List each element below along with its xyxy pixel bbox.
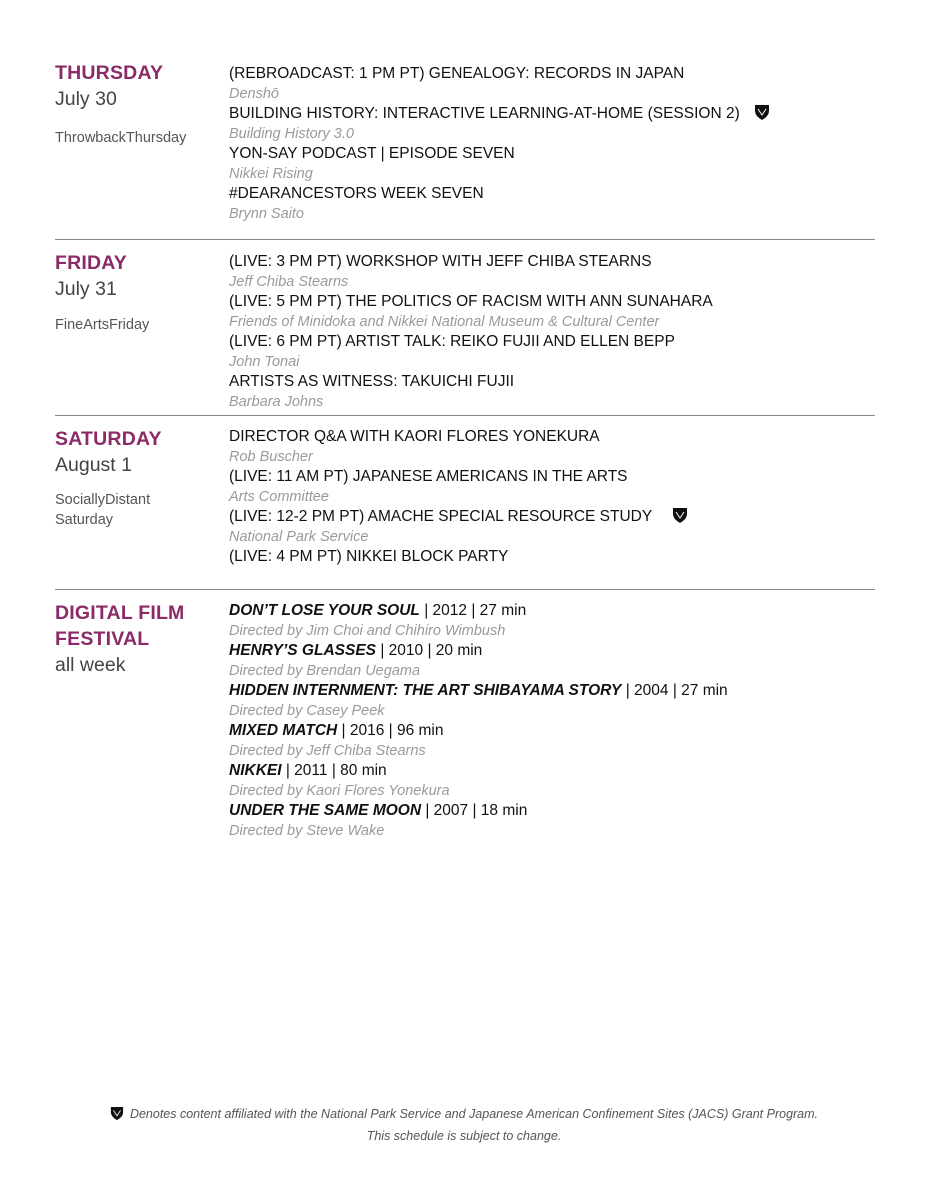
film-title: MIXED MATCH [229, 722, 338, 739]
film-festival-title-line1: DIGITAL FILM [55, 602, 185, 624]
film-list [229, 601, 889, 841]
footer-note [0, 1104, 928, 1128]
event-host: Barbara Johns [229, 394, 324, 410]
film-meta: | 2010 | 20 min [376, 642, 483, 659]
events-saturday [229, 427, 889, 567]
event-host: Jeff Chiba Stearns [229, 274, 349, 290]
event-host: National Park Service [229, 529, 369, 545]
events-friday [229, 252, 889, 412]
day-tag-saturday-line2: Saturday [55, 512, 114, 528]
film-festival-subtitle: all week [55, 654, 126, 676]
film-meta: | 2016 | 96 min [337, 722, 444, 739]
film-meta: | 2007 | 18 min [421, 802, 528, 819]
event-host: Nikkei Rising [229, 166, 313, 182]
film-row [229, 601, 889, 621]
nps-arrowhead-icon [672, 507, 688, 530]
film-title: HENRY’S GLASSES [229, 642, 377, 659]
event-title: (LIVE: 12-2 PM PT) AMACHE SPECIAL RESOURCE STUDY [229, 508, 653, 525]
film-festival-title-line2: FESTIVAL [55, 628, 150, 650]
event-title: (LIVE: 6 PM PT) ARTIST TALK: REIKO FUJII AND ELLEN BEPP [229, 333, 675, 350]
event-title: (LIVE: 3 PM PT) WORKSHOP WITH JEFF CHIBA STEARNS [229, 253, 652, 270]
nps-arrowhead-icon [110, 1106, 124, 1128]
day-date-thursday: July 30 [55, 88, 117, 110]
film-meta: | 2012 | 27 min [419, 602, 527, 619]
film-director: Directed by Kaori Flores Yonekura [229, 783, 450, 799]
footer-line1: Denotes content affiliated with the National Park Service and Japanese American Confinement Sites (JACS) Grant Program. [129, 1107, 819, 1121]
film-director: Directed by Casey Peek [229, 703, 385, 719]
day-date-friday: July 31 [55, 278, 117, 300]
film-director: Directed by Brendan Uegama [229, 663, 421, 679]
day-title-friday: FRIDAY [55, 252, 127, 274]
film-meta: | 2011 | 80 min [281, 762, 387, 779]
film-title: DON’T LOSE YOUR SOUL [229, 602, 420, 619]
event-title: BUILDING HISTORY: INTERACTIVE LEARNING-AT-HOME (SESSION 2) [229, 105, 740, 122]
divider [55, 415, 875, 416]
event-title-row [229, 507, 889, 527]
day-title-thursday: THURSDAY [55, 62, 164, 84]
event-host: Denshō [229, 86, 279, 102]
event-title: (LIVE: 11 AM PT) JAPANESE AMERICANS IN THE ARTS [229, 468, 628, 485]
film-row [229, 761, 889, 781]
event-host: Rob Buscher [229, 449, 313, 465]
film-title: NIKKEI [229, 762, 282, 779]
film-row [229, 801, 889, 821]
day-tag-thursday: ThrowbackThursday [55, 130, 187, 146]
day-tag-friday: FineArtsFriday [55, 317, 150, 333]
film-row [229, 721, 889, 741]
event-title: (LIVE: 5 PM PT) THE POLITICS OF RACISM WITH ANN SUNAHARA [229, 293, 713, 310]
event-host: Brynn Saito [229, 206, 304, 222]
event-host: Arts Committee [229, 489, 329, 505]
film-meta: | 2004 | 27 min [621, 682, 728, 699]
nps-arrowhead-icon [754, 104, 770, 127]
footer-line2: This schedule is subject to change. [366, 1129, 562, 1143]
day-date-saturday: August 1 [55, 454, 132, 476]
film-director: Directed by Steve Wake [229, 823, 385, 839]
day-title-saturday: SATURDAY [55, 428, 162, 450]
event-title: ARTISTS AS WITNESS: TAKUICHI FUJII [229, 373, 515, 390]
day-tag-saturday-line1: SociallyDistant [55, 492, 151, 508]
event-title: DIRECTOR Q&A WITH KAORI FLORES YONEKURA [229, 428, 600, 445]
event-host: Friends of Minidoka and Nikkei National Museum & Cultural Center [229, 314, 660, 330]
event-host: Building History 3.0 [229, 126, 354, 142]
divider [55, 239, 875, 240]
film-director: Directed by Jeff Chiba Stearns [229, 743, 426, 759]
divider [55, 589, 875, 590]
event-title: (LIVE: 4 PM PT) NIKKEI BLOCK PARTY [229, 548, 509, 565]
film-title: UNDER THE SAME MOON [229, 802, 422, 819]
film-row [229, 681, 889, 701]
event-title: YON-SAY PODCAST | EPISODE SEVEN [229, 145, 515, 162]
event-host: John Tonai [229, 354, 300, 370]
film-row [229, 641, 889, 661]
film-director: Directed by Jim Choi and Chihiro Wimbush [229, 623, 506, 639]
event-title-row [229, 104, 889, 124]
film-title: HIDDEN INTERNMENT: THE ART SHIBAYAMA STORY [229, 682, 622, 699]
event-title: #DEARANCESTORS WEEK SEVEN [229, 185, 484, 202]
events-thursday [229, 64, 889, 224]
event-title: (REBROADCAST: 1 PM PT) GENEALOGY: RECORDS IN JAPAN [229, 65, 685, 82]
